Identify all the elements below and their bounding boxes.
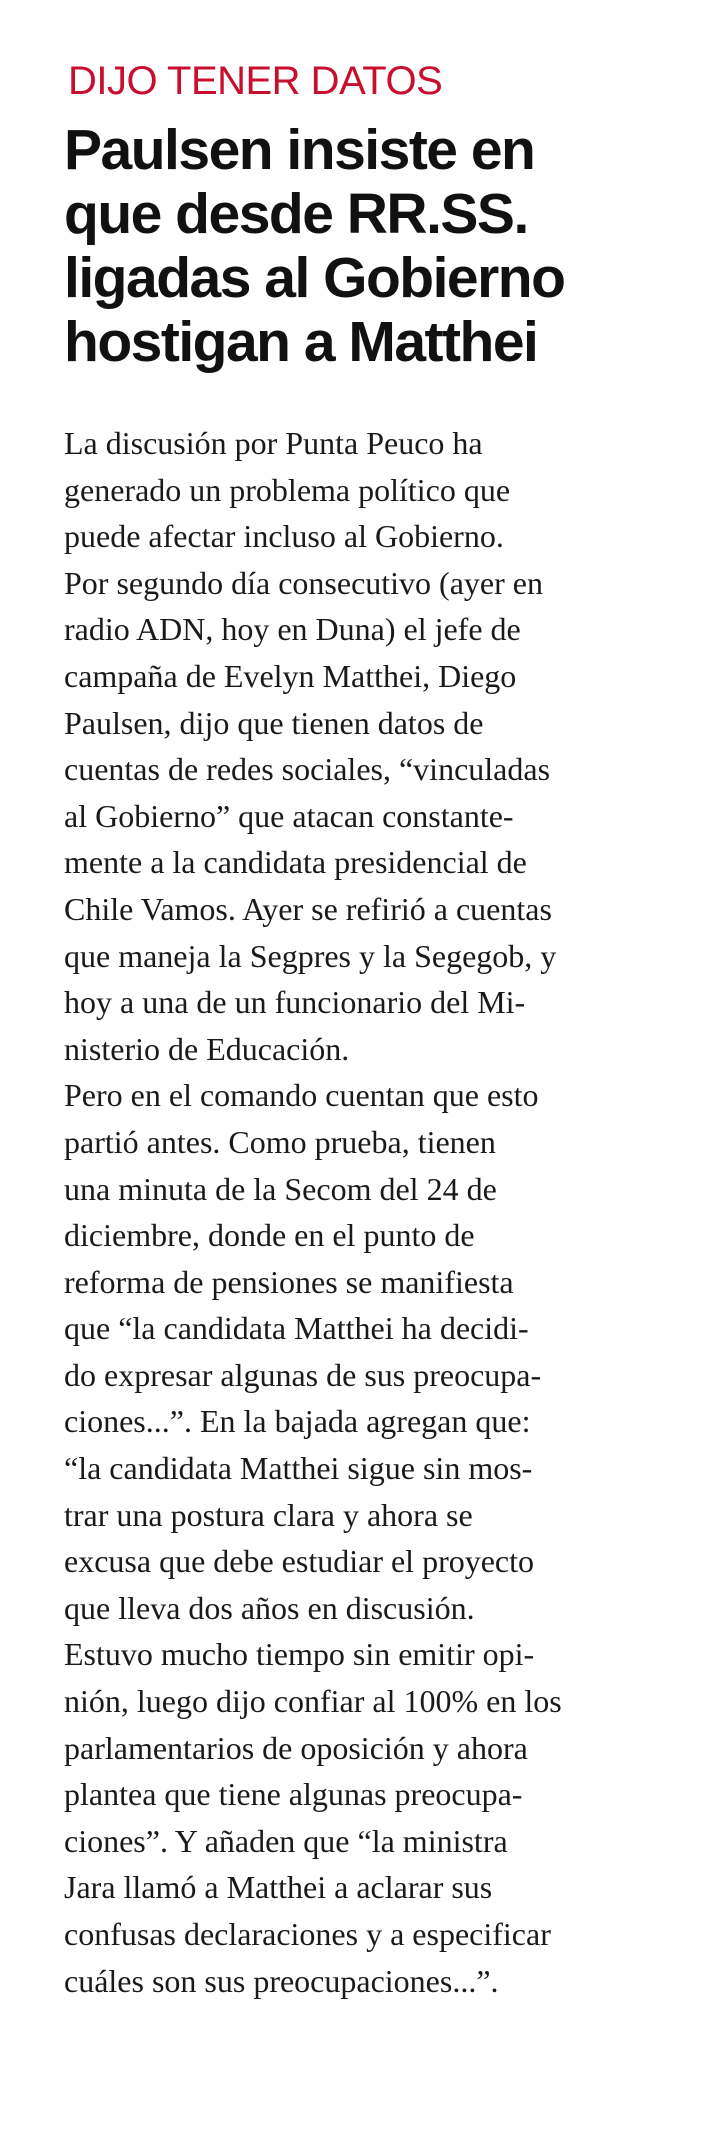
body-line: que lleva dos años en discusión.: [64, 1589, 475, 1626]
body-paragraph-2: [64, 1072, 681, 2004]
body-line: do expresar algunas de sus preocupa-: [64, 1356, 542, 1393]
body-line: al Gobierno” que atacan constante-: [64, 797, 514, 834]
headline-line: hostigan a Matthei: [64, 310, 538, 374]
body-line: generado un problema político que: [64, 471, 511, 508]
body-line: una minuta de la Secom del 24 de: [64, 1170, 497, 1207]
body-line: confusas declaraciones y a especificar: [64, 1916, 551, 1952]
article-headline: [64, 118, 681, 374]
body-line: plantea que tiene algunas preocupa-: [64, 1776, 523, 1813]
body-line: mente a la candidata presidencial de: [64, 844, 527, 881]
headline-line: ligadas al Gobierno: [64, 246, 565, 310]
body-line: partió antes. Como prueba, tienen: [64, 1123, 496, 1160]
body-line: reforma de pensiones se manifiesta: [64, 1263, 514, 1300]
body-line: cuentas de redes sociales, “vinculadas: [64, 751, 551, 788]
body-line: radio ADN, hoy en Duna) el jefe de: [64, 611, 521, 648]
body-line: “la candidata Matthei sigue sin mos-: [64, 1450, 533, 1487]
article-kicker: DIJO TENER DATOS: [68, 59, 443, 103]
body-line: parlamentarios de oposición y ahora: [64, 1729, 528, 1766]
body-line: Estuvo mucho tiempo sin emitir opi-: [64, 1636, 535, 1673]
body-line: Pero en el comando cuentan que esto: [64, 1077, 539, 1114]
headline-line: Paulsen insiste en: [64, 118, 535, 182]
body-line: campaña de Evelyn Matthei, Diego: [64, 657, 517, 694]
body-line: excusa que debe estudiar el proyecto: [64, 1543, 535, 1580]
body-line: cuáles son sus preocupaciones...”.: [64, 1962, 499, 1999]
body-line: La discusión por Punta Peuco ha: [64, 425, 483, 461]
headline-line: que desde RR.SS.: [64, 182, 528, 246]
body-line: Chile Vamos. Ayer se refirió a cuentas: [64, 890, 552, 927]
body-line: diciembre, donde en el punto de: [64, 1217, 475, 1254]
body-line: nisterio de Educación.: [64, 1030, 350, 1067]
body-line: puede afectar incluso al Gobierno.: [64, 518, 504, 555]
body-line: que maneja la Segpres y la Segegob, y: [64, 937, 557, 974]
body-line: Paulsen, dijo que tienen datos de: [64, 704, 484, 741]
body-line: hoy a una de un funcionario del Mi-: [64, 984, 526, 1021]
body-line: Por segundo día consecutivo (ayer en: [64, 564, 543, 601]
body-line: que “la candidata Matthei ha decidi-: [64, 1310, 529, 1347]
body-line: ciones”. Y añaden que “la ministra: [64, 1822, 508, 1859]
article-body: [64, 420, 681, 2004]
body-line: ciones...”. En la bajada agregan que:: [64, 1403, 531, 1440]
body-line: nión, luego dijo confiar al 100% en los: [64, 1683, 562, 1720]
body-line: Jara llamó a Matthei a aclarar sus: [64, 1869, 493, 1906]
body-line: trar una postura clara y ahora se: [64, 1496, 473, 1533]
body-paragraph-1: [64, 420, 681, 1072]
